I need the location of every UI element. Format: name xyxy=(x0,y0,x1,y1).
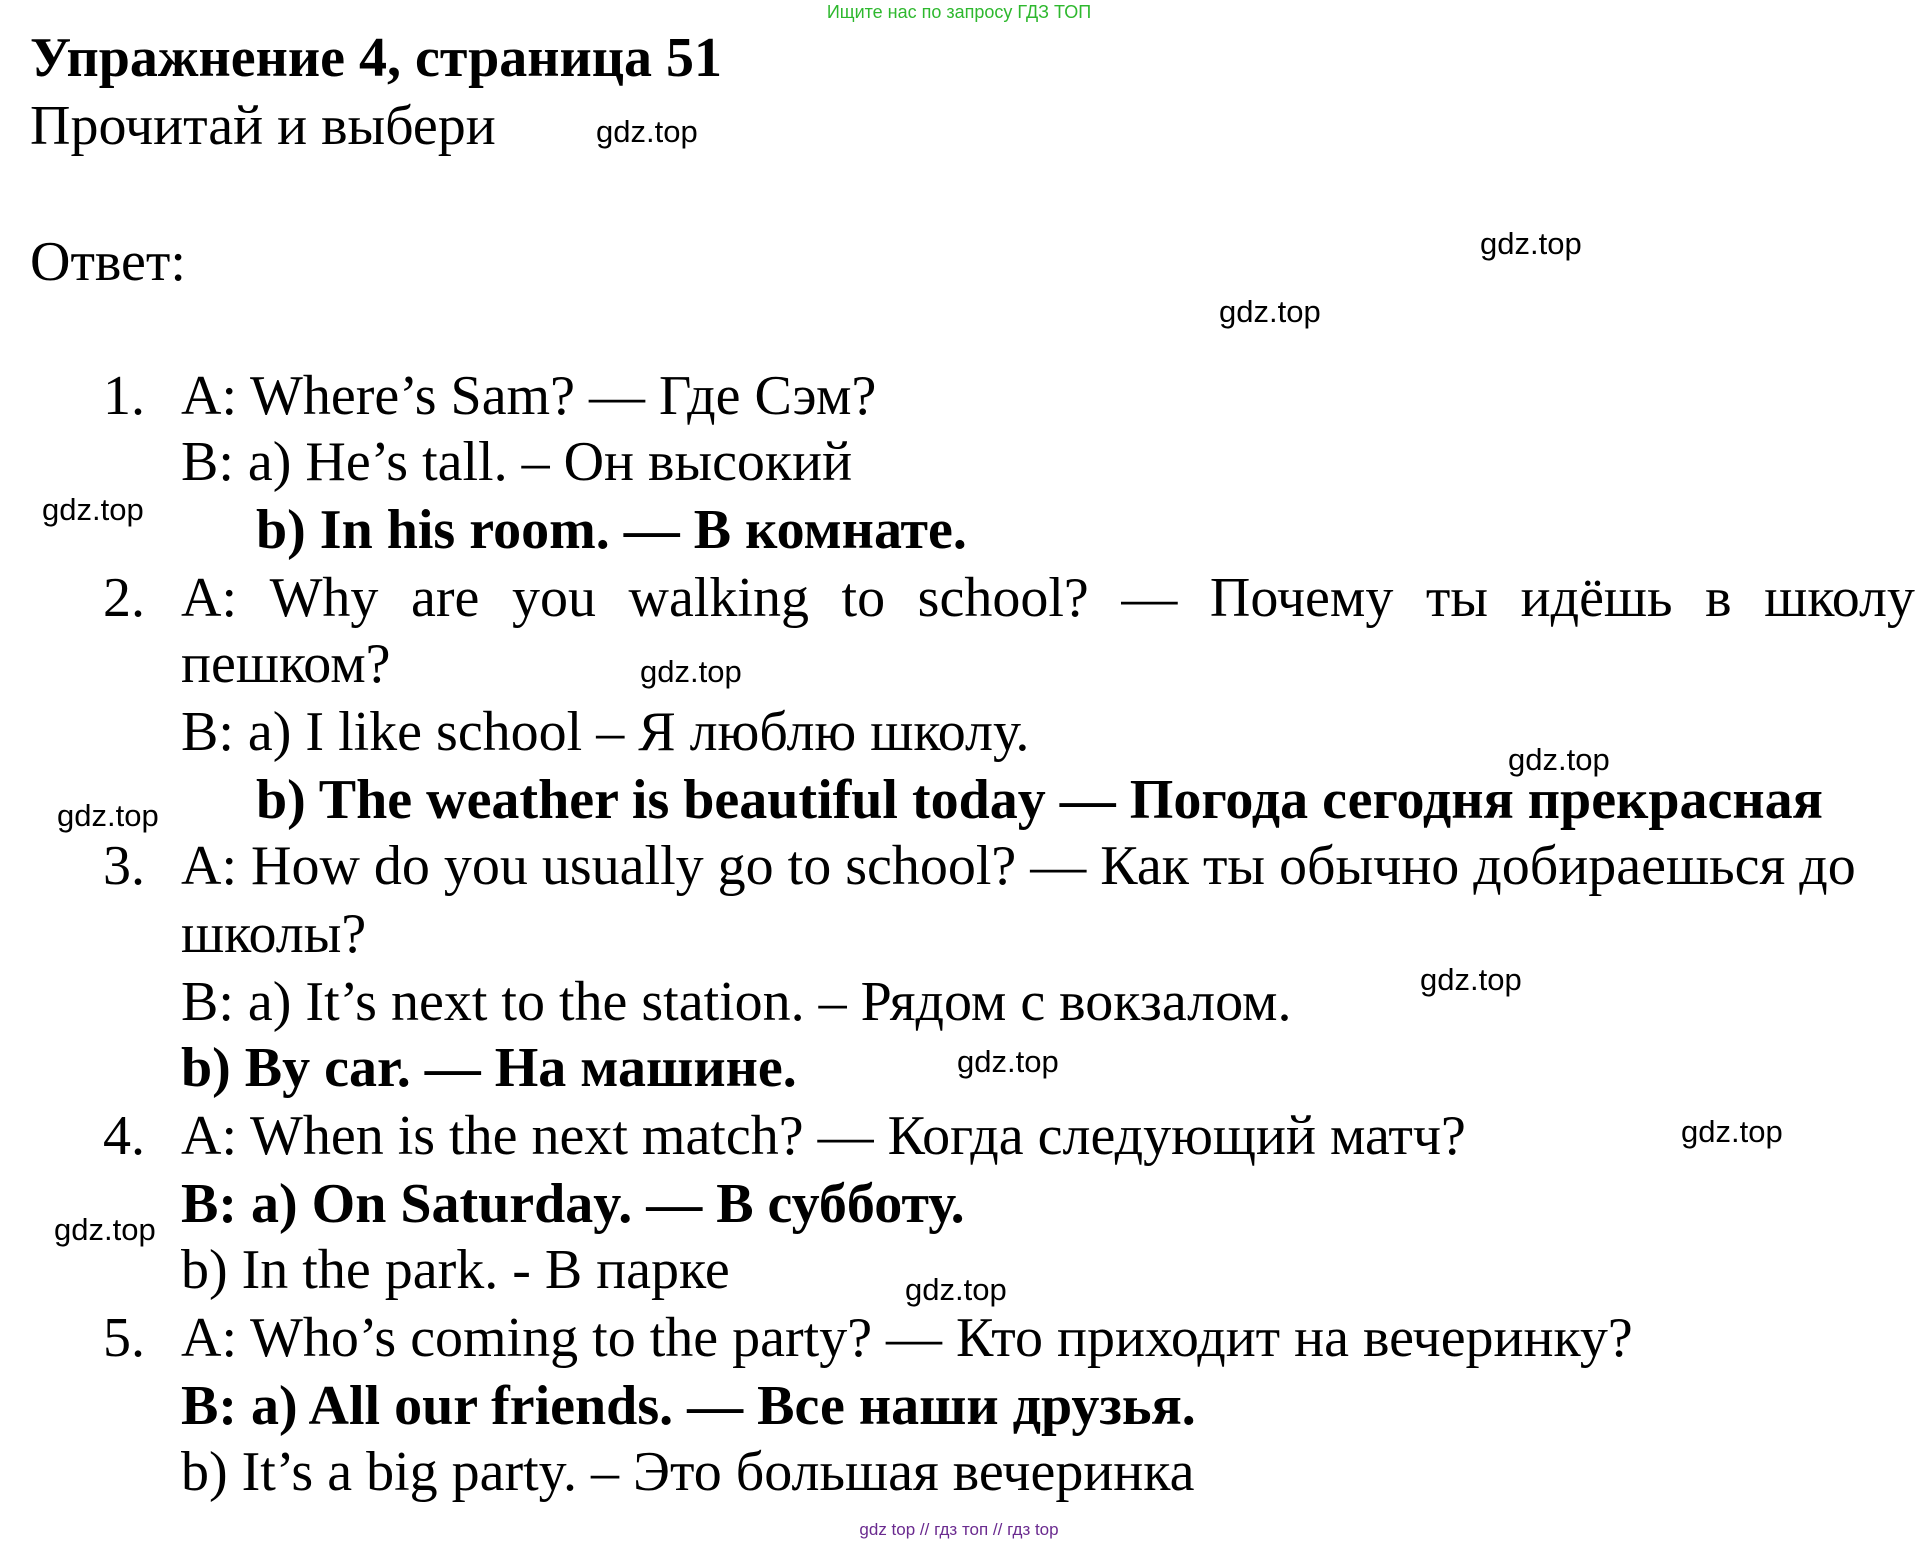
option-b-line: b) By car. — На машине. xyxy=(181,1037,797,1099)
watermark: gdz.top xyxy=(640,654,742,689)
item-number: 4. xyxy=(103,1105,145,1167)
question-word: school? xyxy=(917,567,1089,629)
item-number: 3. xyxy=(103,835,145,897)
question-word: walking xyxy=(628,567,809,629)
question-word: школу xyxy=(1764,567,1915,629)
question-word: A: xyxy=(181,567,237,629)
question-continuation: школы? xyxy=(181,903,367,965)
option-a-line: B: a) It’s next to the station. – Рядом с вокзалом. xyxy=(181,971,1292,1033)
watermark: gdz.top xyxy=(596,114,698,149)
watermark: gdz.top xyxy=(57,798,159,833)
page-subtitle: Прочитай и выбери xyxy=(30,95,496,157)
answer-label: Ответ: xyxy=(30,231,186,293)
item-number: 1. xyxy=(103,365,145,427)
question-line: A: When is the next match? — Когда следующий матч? xyxy=(181,1105,1466,1167)
option-b-line: b) In his room. — В комнате. xyxy=(256,499,967,561)
option-b-line: b) It’s a big party. – Это большая вечеринка xyxy=(181,1441,1195,1503)
top-banner: Ищите нас по запросу ГДЗ ТОП xyxy=(826,2,1092,22)
option-a-line: B: a) On Saturday. — В субботу. xyxy=(181,1173,965,1235)
option-b-line: b) In the park. - В парке xyxy=(181,1239,730,1301)
item-number: 2. xyxy=(103,567,145,629)
question-word: are xyxy=(411,567,480,629)
option-a-line: B: a) I like school – Я люблю школу. xyxy=(181,701,1030,763)
watermark: gdz.top xyxy=(1681,1114,1783,1149)
option-a-line: B: a) All our friends. — Все наши друзья. xyxy=(181,1375,1196,1437)
watermark: gdz.top xyxy=(957,1044,1059,1079)
question-line: A: How do you usually go to school? — Как ты обычно добираешься до xyxy=(181,835,1856,897)
watermark: gdz.top xyxy=(42,492,144,527)
watermark: gdz.top xyxy=(905,1272,1007,1307)
question-word: Почему xyxy=(1209,567,1394,629)
watermark: gdz.top xyxy=(1219,294,1321,329)
option-a-line: B: a) He’s tall. – Он высокий xyxy=(181,431,853,493)
watermark: gdz.top xyxy=(54,1212,156,1247)
question-word: ты xyxy=(1425,567,1489,629)
question-word: — xyxy=(1121,567,1178,629)
question-word: you xyxy=(511,567,596,629)
question-line: A: Who’s coming to the party? — Кто приходит на вечеринку? xyxy=(181,1307,1633,1369)
question-word: идёшь xyxy=(1520,567,1673,629)
watermark: gdz.top xyxy=(1508,742,1610,777)
question-word: Why xyxy=(269,567,379,629)
question-line xyxy=(181,566,1915,630)
question-continuation: пешком? xyxy=(181,633,391,695)
item-number: 5. xyxy=(103,1307,145,1369)
question-word: в xyxy=(1705,567,1732,629)
question-word: to xyxy=(841,567,886,629)
watermark: gdz.top xyxy=(1480,226,1582,261)
watermark: gdz.top xyxy=(1420,962,1522,997)
question-line: A: Where’s Sam? — Где Сэм? xyxy=(181,365,877,427)
option-b-line: b) The weather is beautiful today — Погода сегодня прекрасная xyxy=(256,769,1823,831)
footer-watermark: gdz top // гдз топ // гдз top xyxy=(859,1520,1059,1539)
page-title: Упражнение 4, страница 51 xyxy=(30,27,723,89)
